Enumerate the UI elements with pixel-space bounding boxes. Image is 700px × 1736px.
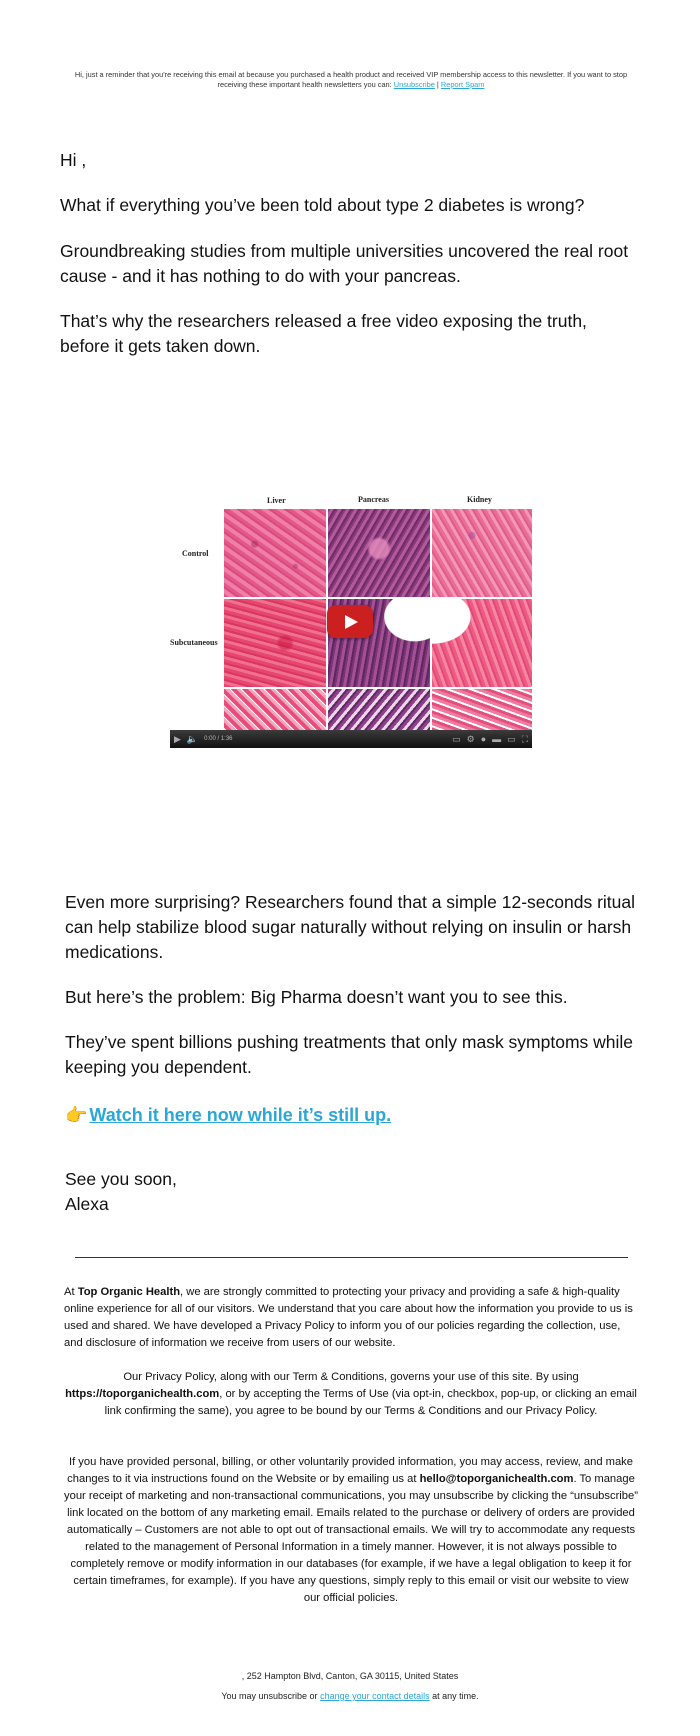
signoff: See you soon, xyxy=(65,1169,177,1189)
histology-panel xyxy=(224,599,326,687)
privacy-text: Our Privacy Policy, along with our Term & Conditions, governs your use of this site. By using xyxy=(123,1371,579,1383)
histology-panel xyxy=(224,509,326,597)
contact-email: hello@toporganichealth.com xyxy=(419,1473,574,1485)
privacy-text: At xyxy=(64,1286,78,1298)
footer-text: You may unsubscribe or xyxy=(221,1691,321,1701)
footer-unsubscribe xyxy=(60,1690,640,1702)
privacy-paragraph-3 xyxy=(64,1454,638,1607)
divider xyxy=(75,1257,628,1258)
histology-panel xyxy=(432,599,532,687)
histology-panel xyxy=(432,509,532,597)
footer-address: , 252 Hampton Blvd, Canton, GA 30115, United States xyxy=(241,1671,459,1681)
privacy-paragraph-2 xyxy=(64,1369,638,1420)
histology-panel xyxy=(328,509,430,597)
pointing-hand-icon: 👉 xyxy=(65,1105,88,1125)
site-url: https://toporganichealth.com xyxy=(65,1388,220,1400)
body-paragraph-1: Even more surprising? Researchers found that a simple 12-seconds ritual can help stabilize blood sugar naturally without relying on insulin or harsh medications. xyxy=(65,892,636,962)
privacy-text: , or by accepting the Terms of Use (via opt-in, checkbox, pop-up, or clicking an email link confirming the same), you agree to be bound by our Terms & Conditions and our Privacy Policy. xyxy=(104,1388,637,1417)
privacy-text: , we are strongly committed to protecting your privacy and providing a safe & high-quality online experience for all of our visitors. We understand that you care about how the information you provide to us is used and shared. We have developed a Privacy Policy to inform you of our policies regarding the collection, use, and disclosure of information we receive from users of our website. xyxy=(64,1286,633,1349)
intro-paragraph-2: Groundbreaking studies from multiple universities uncovered the real root cause - and it has nothing to do with your pancreas. xyxy=(60,241,629,286)
footer-text: at any time. xyxy=(429,1691,479,1701)
column-label-liver: Liver xyxy=(267,496,286,505)
body-paragraph-3: They’ve spent billions pushing treatments that only mask symptoms while keeping you dependent. xyxy=(65,1032,634,1077)
privacy-paragraph-1 xyxy=(64,1284,638,1352)
greeting: Hi , xyxy=(60,150,87,170)
info-icon[interactable]: ● xyxy=(480,733,487,744)
intro-paragraph-1: What if everything you’ve been told about type 2 diabetes is wrong? xyxy=(60,195,585,215)
preheader-text: Hi, just a reminder that you're receiving this email at because you purchased a health product and received VIP membership access to this newsletter. If you want to stop receiving these important health newsletters you can: xyxy=(74,70,628,89)
video-time: 0:00 / 1:36 xyxy=(204,736,233,742)
privacy-text: If you have provided personal, billing, or other voluntarily provided information, you may access, review, and make changes to it via instructions found on the Website or by emailing us at xyxy=(67,1456,634,1485)
report-spam-link[interactable]: Report Spam xyxy=(440,80,485,89)
cta-row xyxy=(65,1105,391,1126)
preheader xyxy=(62,70,640,90)
signature: Alexa xyxy=(65,1194,109,1214)
minimize-icon[interactable]: ▬ xyxy=(492,733,502,744)
play-icon xyxy=(345,615,358,629)
video-controls xyxy=(170,730,532,748)
theater-icon[interactable]: ▭ xyxy=(507,733,516,744)
column-label-kidney: Kidney xyxy=(467,495,492,504)
row-label-control: Control xyxy=(182,549,209,558)
intro-paragraph-3: That’s why the researchers released a free video exposing the truth, before it gets taken down. xyxy=(60,311,587,356)
play-button[interactable] xyxy=(327,605,373,638)
fullscreen-icon[interactable]: ⛶ xyxy=(521,733,528,744)
row-label-subcutaneous: Subcutaneous xyxy=(170,638,218,647)
preheader-separator: | xyxy=(436,80,439,89)
brand-name: Top Organic Health xyxy=(77,1286,181,1298)
watch-video-link[interactable]: Watch it here now while it’s still up. xyxy=(89,1105,392,1125)
volume-icon[interactable]: 🔈 xyxy=(186,733,199,744)
play-icon[interactable]: ▶ xyxy=(174,733,181,744)
body-paragraph-2: But here’s the problem: Big Pharma doesn’t want you to see this. xyxy=(65,987,568,1007)
column-label-pancreas: Pancreas xyxy=(358,495,389,504)
gear-icon[interactable]: ⚙ xyxy=(466,733,475,744)
privacy-text: . To manage your receipt of marketing and non-transactional communications, you may unsubscribe by clicking the “unsubscribe” link located on the bottom of any marketing email. Emails related to the purchase or delivery of orders are provided automatically – Customers are not able to opt out of transactional emails. We will try to accommodate any requests related to the management of Personal Information in a timely manner. However, it is not always possible to completely remove or modify information in our databases (for example, if we have a legal obligation to keep it for certain timeframes, for example). If you have any questions, simply reply to this email or visit our website to view our official policies. xyxy=(64,1473,638,1604)
change-contact-details-link[interactable]: change your contact details xyxy=(320,1691,430,1701)
video-player[interactable] xyxy=(170,492,532,748)
captions-icon[interactable]: ▭ xyxy=(452,733,461,744)
unsubscribe-link[interactable]: Unsubscribe xyxy=(393,80,435,89)
